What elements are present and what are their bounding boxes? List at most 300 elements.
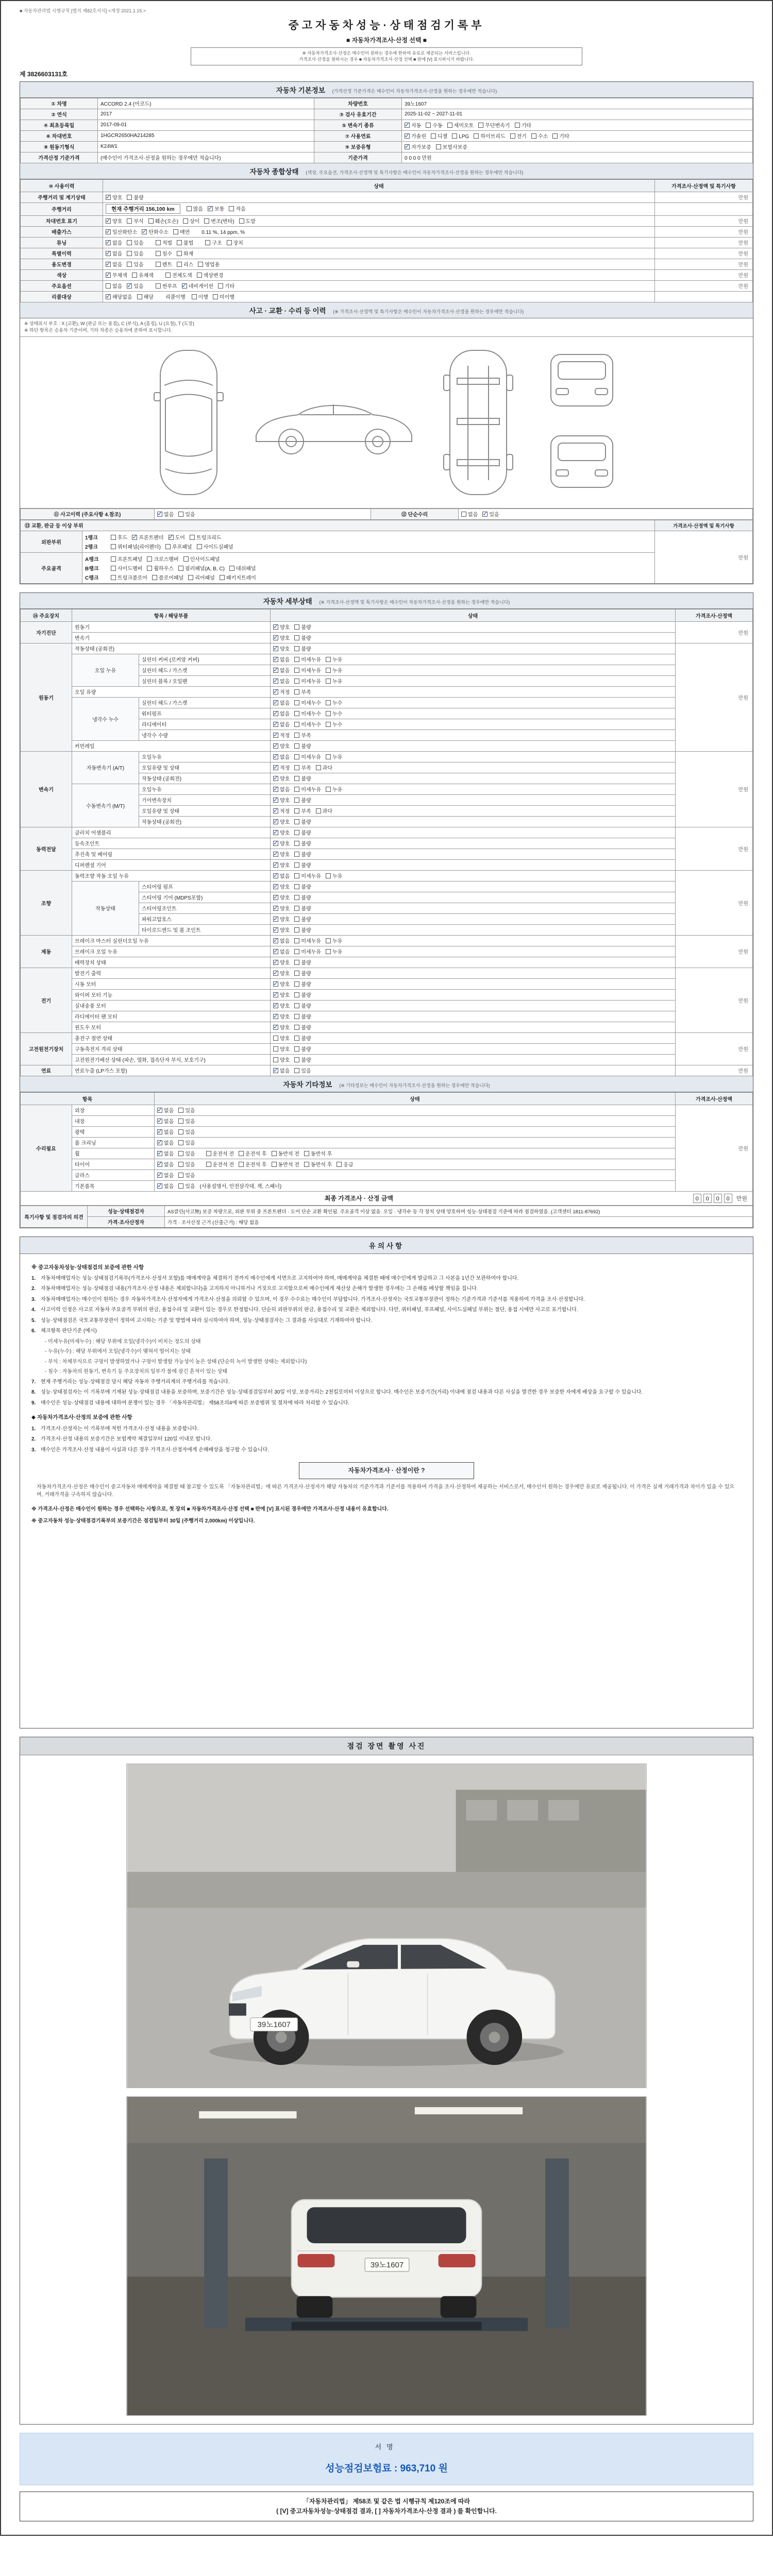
- checkbox[interactable]: [188, 575, 193, 580]
- checkbox[interactable]: [106, 240, 111, 245]
- checkbox[interactable]: [531, 133, 536, 139]
- checkbox-option[interactable]: [177, 249, 193, 257]
- checkbox-option[interactable]: [273, 785, 290, 793]
- checkbox-option[interactable]: [294, 785, 321, 793]
- checkbox[interactable]: [294, 743, 299, 749]
- checkbox[interactable]: [273, 798, 278, 803]
- checkbox[interactable]: [111, 544, 116, 549]
- checkbox[interactable]: [326, 754, 331, 759]
- checkbox[interactable]: [178, 1173, 183, 1178]
- checkbox[interactable]: [294, 700, 299, 705]
- checkbox-option[interactable]: [294, 645, 311, 652]
- checkbox-option[interactable]: [531, 132, 548, 140]
- checkbox-option[interactable]: [326, 720, 342, 728]
- checkbox[interactable]: [273, 960, 278, 965]
- checkbox[interactable]: [482, 512, 488, 517]
- checkbox-option[interactable]: [515, 121, 531, 129]
- checkbox[interactable]: [273, 743, 278, 749]
- checkbox[interactable]: [273, 646, 278, 651]
- checkbox[interactable]: [326, 938, 331, 943]
- checkbox[interactable]: [326, 711, 331, 716]
- checkbox-option[interactable]: [157, 1139, 174, 1146]
- checkbox-option[interactable]: [147, 555, 178, 563]
- checkbox-option[interactable]: [294, 731, 311, 739]
- checkbox-option[interactable]: [190, 533, 221, 541]
- checkbox-option[interactable]: [273, 904, 290, 912]
- checkbox[interactable]: [294, 1068, 299, 1073]
- checkbox[interactable]: [474, 133, 479, 139]
- checkbox[interactable]: [273, 895, 278, 900]
- checkbox[interactable]: [156, 251, 161, 256]
- checkbox-option[interactable]: [178, 1160, 195, 1168]
- checkbox[interactable]: [447, 123, 452, 128]
- checkbox[interactable]: [431, 133, 436, 139]
- checkbox-option[interactable]: [273, 839, 290, 847]
- checkbox[interactable]: [272, 1162, 277, 1167]
- checkbox-option[interactable]: [294, 893, 311, 901]
- checkbox-option[interactable]: [213, 293, 234, 300]
- checkbox-option[interactable]: [178, 1182, 195, 1190]
- checkbox[interactable]: [142, 229, 147, 234]
- checkbox-option[interactable]: [208, 205, 224, 212]
- checkbox[interactable]: [197, 544, 202, 549]
- checkbox[interactable]: [165, 544, 171, 549]
- checkbox-option[interactable]: [326, 872, 342, 879]
- checkbox[interactable]: [106, 283, 111, 289]
- checkbox-option[interactable]: [273, 742, 290, 750]
- checkbox[interactable]: [178, 1129, 183, 1134]
- checkbox-option[interactable]: [173, 228, 190, 235]
- checkbox[interactable]: [273, 765, 278, 770]
- checkbox[interactable]: [178, 1162, 183, 1167]
- checkbox[interactable]: [106, 195, 111, 200]
- checkbox[interactable]: [157, 1129, 162, 1134]
- checkbox-option[interactable]: [165, 271, 192, 279]
- checkbox[interactable]: [273, 927, 278, 933]
- checkbox-option[interactable]: [474, 132, 505, 140]
- checkbox-option[interactable]: [273, 991, 290, 998]
- checkbox-option[interactable]: [294, 666, 321, 674]
- checkbox[interactable]: [294, 938, 299, 943]
- checkbox-option[interactable]: [273, 1023, 290, 1031]
- checkbox[interactable]: [326, 949, 331, 954]
- checkbox-option[interactable]: [218, 282, 234, 290]
- checkbox[interactable]: [273, 949, 278, 954]
- checkbox[interactable]: [273, 852, 278, 857]
- checkbox[interactable]: [229, 566, 234, 571]
- checkbox-option[interactable]: [273, 731, 290, 739]
- checkbox-option[interactable]: [157, 1128, 174, 1136]
- checkbox-option[interactable]: [273, 969, 290, 977]
- checkbox-option[interactable]: [177, 260, 193, 268]
- checkbox[interactable]: [273, 917, 278, 922]
- checkbox-option[interactable]: [452, 133, 469, 140]
- checkbox[interactable]: [326, 657, 331, 662]
- checkbox[interactable]: [326, 700, 331, 705]
- checkbox-option[interactable]: [183, 217, 199, 225]
- checkbox-option[interactable]: [405, 132, 426, 140]
- checkbox[interactable]: [177, 240, 182, 245]
- checkbox-option[interactable]: [273, 850, 290, 858]
- checkbox[interactable]: [239, 1151, 244, 1156]
- checkbox-option[interactable]: [273, 677, 290, 685]
- checkbox[interactable]: [273, 1057, 278, 1062]
- checkbox-option[interactable]: [187, 205, 203, 212]
- checkbox-option[interactable]: [294, 818, 311, 825]
- checkbox[interactable]: [183, 218, 188, 224]
- checkbox[interactable]: [294, 754, 299, 759]
- checkbox[interactable]: [552, 133, 558, 139]
- checkbox-option[interactable]: [294, 904, 311, 912]
- checkbox-option[interactable]: [316, 764, 332, 771]
- checkbox[interactable]: [132, 535, 137, 540]
- checkbox-option[interactable]: [127, 282, 143, 290]
- checkbox-option[interactable]: [273, 688, 290, 696]
- checkbox-option[interactable]: [273, 861, 290, 869]
- checkbox-option[interactable]: [177, 239, 193, 246]
- checkbox[interactable]: [273, 1003, 278, 1008]
- checkbox[interactable]: [273, 830, 278, 835]
- checkbox-option[interactable]: [304, 1160, 332, 1168]
- checkbox[interactable]: [148, 218, 154, 224]
- checkbox-option[interactable]: [106, 228, 137, 235]
- checkbox-option[interactable]: [178, 510, 195, 518]
- checkbox[interactable]: [304, 1162, 309, 1167]
- checkbox-option[interactable]: [294, 850, 311, 858]
- checkbox[interactable]: [273, 1036, 278, 1041]
- checkbox[interactable]: [273, 722, 278, 727]
- checkbox[interactable]: [273, 689, 278, 694]
- checkbox-option[interactable]: [294, 915, 311, 923]
- checkbox[interactable]: [182, 283, 187, 289]
- checkbox-option[interactable]: [106, 293, 132, 300]
- checkbox[interactable]: [178, 1140, 183, 1145]
- checkbox[interactable]: [515, 123, 520, 128]
- checkbox-option[interactable]: [188, 573, 215, 581]
- checkbox[interactable]: [273, 657, 278, 662]
- checkbox[interactable]: [273, 1068, 278, 1073]
- checkbox-option[interactable]: [273, 1034, 290, 1042]
- checkbox-option[interactable]: [294, 991, 311, 998]
- checkbox[interactable]: [294, 960, 299, 965]
- checkbox[interactable]: [132, 273, 137, 278]
- checkbox[interactable]: [294, 1014, 299, 1019]
- checkbox-option[interactable]: [326, 937, 342, 944]
- checkbox-option[interactable]: [405, 143, 431, 150]
- checkbox-option[interactable]: [273, 1045, 290, 1053]
- checkbox[interactable]: [294, 884, 299, 889]
- checkbox-option[interactable]: [156, 249, 172, 257]
- checkbox[interactable]: [111, 575, 116, 580]
- checkbox[interactable]: [294, 906, 299, 911]
- checkbox-option[interactable]: [272, 1149, 299, 1157]
- checkbox-option[interactable]: [273, 893, 290, 901]
- checkbox[interactable]: [157, 1162, 162, 1167]
- checkbox-option[interactable]: [147, 564, 174, 572]
- checkbox[interactable]: [273, 873, 278, 878]
- checkbox[interactable]: [106, 218, 111, 224]
- checkbox[interactable]: [294, 689, 299, 694]
- checkbox[interactable]: [273, 624, 278, 630]
- checkbox[interactable]: [294, 679, 299, 684]
- checkbox-option[interactable]: [326, 666, 342, 674]
- checkbox-option[interactable]: [182, 282, 213, 290]
- checkbox[interactable]: [157, 1118, 162, 1124]
- checkbox[interactable]: [294, 927, 299, 933]
- checkbox[interactable]: [316, 765, 321, 770]
- checkbox[interactable]: [127, 251, 132, 256]
- checkbox[interactable]: [405, 133, 410, 139]
- checkbox-option[interactable]: [273, 1066, 290, 1074]
- checkbox[interactable]: [294, 776, 299, 781]
- checkbox[interactable]: [156, 283, 161, 289]
- checkbox-option[interactable]: [273, 828, 290, 836]
- checkbox[interactable]: [178, 1183, 183, 1189]
- checkbox-option[interactable]: [197, 271, 224, 279]
- checkbox[interactable]: [156, 240, 161, 245]
- checkbox-option[interactable]: [294, 807, 311, 815]
- checkbox-option[interactable]: [294, 764, 311, 771]
- checkbox-option[interactable]: [178, 1139, 195, 1146]
- checkbox-option[interactable]: [294, 1012, 311, 1020]
- checkbox-option[interactable]: [326, 709, 342, 717]
- checkbox-option[interactable]: [294, 872, 321, 879]
- checkbox[interactable]: [294, 819, 299, 824]
- checkbox-option[interactable]: [405, 121, 421, 129]
- checkbox[interactable]: [137, 294, 142, 299]
- checkbox[interactable]: [294, 787, 299, 792]
- checkbox-option[interactable]: [326, 677, 342, 685]
- checkbox-option[interactable]: [273, 807, 290, 815]
- checkbox-option[interactable]: [111, 555, 142, 563]
- checkbox-option[interactable]: [273, 926, 290, 934]
- checkbox[interactable]: [294, 635, 299, 640]
- checkbox-option[interactable]: [294, 623, 311, 631]
- checkbox-option[interactable]: [204, 217, 234, 225]
- checkbox[interactable]: [316, 808, 321, 814]
- checkbox-option[interactable]: [178, 1149, 195, 1157]
- checkbox[interactable]: [127, 195, 132, 200]
- checkbox-option[interactable]: [272, 1160, 299, 1168]
- checkbox-option[interactable]: [127, 239, 143, 246]
- checkbox[interactable]: [273, 754, 278, 759]
- checkbox[interactable]: [220, 575, 225, 580]
- checkbox[interactable]: [426, 123, 431, 128]
- checkbox[interactable]: [294, 668, 299, 673]
- checkbox-option[interactable]: [273, 623, 290, 631]
- checkbox-option[interactable]: [436, 143, 467, 150]
- checkbox-option[interactable]: [273, 634, 290, 641]
- checkbox[interactable]: [197, 273, 202, 278]
- checkbox-option[interactable]: [273, 764, 290, 771]
- checkbox-option[interactable]: [431, 132, 447, 140]
- checkbox-option[interactable]: [304, 1149, 332, 1157]
- checkbox-option[interactable]: [294, 1002, 311, 1009]
- checkbox[interactable]: [273, 862, 278, 868]
- checkbox[interactable]: [273, 992, 278, 997]
- checkbox-option[interactable]: [192, 293, 208, 300]
- checkbox[interactable]: [294, 1057, 299, 1062]
- checkbox-option[interactable]: [294, 839, 311, 847]
- checkbox[interactable]: [294, 830, 299, 835]
- checkbox[interactable]: [111, 535, 116, 540]
- checkbox[interactable]: [273, 733, 278, 738]
- checkbox[interactable]: [206, 1162, 211, 1167]
- checkbox[interactable]: [326, 679, 331, 684]
- checkbox[interactable]: [157, 512, 162, 517]
- checkbox-option[interactable]: [294, 937, 321, 944]
- checkbox-option[interactable]: [178, 1128, 195, 1136]
- checkbox-option[interactable]: [148, 217, 178, 225]
- checkbox-option[interactable]: [447, 121, 474, 129]
- checkbox[interactable]: [273, 787, 278, 792]
- checkbox-option[interactable]: [106, 217, 122, 225]
- checkbox[interactable]: [187, 206, 192, 211]
- checkbox-option[interactable]: [294, 1056, 311, 1063]
- checkbox[interactable]: [106, 262, 111, 267]
- checkbox-option[interactable]: [326, 753, 342, 760]
- checkbox[interactable]: [127, 262, 132, 267]
- checkbox-option[interactable]: [205, 239, 222, 246]
- checkbox[interactable]: [273, 711, 278, 716]
- checkbox-option[interactable]: [510, 132, 527, 140]
- checkbox[interactable]: [272, 1151, 277, 1156]
- checkbox-option[interactable]: [111, 564, 142, 572]
- checkbox[interactable]: [190, 535, 195, 540]
- checkbox-option[interactable]: [294, 980, 311, 988]
- checkbox-option[interactable]: [106, 239, 122, 246]
- checkbox[interactable]: [273, 635, 278, 640]
- checkbox-option[interactable]: [157, 1117, 174, 1125]
- checkbox[interactable]: [436, 144, 441, 149]
- checkbox[interactable]: [218, 283, 223, 289]
- checkbox-option[interactable]: [106, 249, 122, 257]
- checkbox[interactable]: [510, 133, 515, 139]
- checkbox-option[interactable]: [426, 121, 442, 129]
- checkbox[interactable]: [206, 1151, 211, 1156]
- checkbox[interactable]: [156, 262, 161, 267]
- checkbox-option[interactable]: [106, 271, 127, 279]
- checkbox[interactable]: [273, 938, 278, 943]
- checkbox-option[interactable]: [294, 883, 311, 890]
- checkbox[interactable]: [152, 575, 157, 580]
- checkbox[interactable]: [294, 981, 299, 987]
- checkbox[interactable]: [294, 733, 299, 738]
- checkbox[interactable]: [273, 884, 278, 889]
- checkbox[interactable]: [294, 992, 299, 997]
- checkbox-option[interactable]: [273, 915, 290, 923]
- checkbox[interactable]: [294, 949, 299, 954]
- checkbox[interactable]: [229, 206, 234, 211]
- checkbox[interactable]: [177, 262, 182, 267]
- checkbox-option[interactable]: [294, 947, 321, 955]
- checkbox-option[interactable]: [206, 1149, 234, 1157]
- checkbox-option[interactable]: [157, 1160, 174, 1168]
- checkbox[interactable]: [294, 1046, 299, 1052]
- checkbox[interactable]: [106, 273, 111, 278]
- checkbox[interactable]: [157, 1183, 162, 1189]
- checkbox-option[interactable]: [132, 533, 163, 541]
- checkbox-option[interactable]: [326, 947, 342, 955]
- checkbox[interactable]: [127, 283, 132, 289]
- checkbox-option[interactable]: [294, 796, 311, 804]
- checkbox-option[interactable]: [106, 282, 122, 290]
- checkbox[interactable]: [294, 657, 299, 662]
- checkbox-option[interactable]: [294, 1034, 311, 1042]
- checkbox[interactable]: [273, 971, 278, 976]
- checkbox-option[interactable]: [273, 1012, 290, 1020]
- checkbox-option[interactable]: [273, 818, 290, 825]
- checkbox-option[interactable]: [294, 699, 321, 706]
- checkbox[interactable]: [294, 917, 299, 922]
- checkbox[interactable]: [294, 798, 299, 803]
- checkbox-option[interactable]: [220, 573, 256, 581]
- checkbox-option[interactable]: [127, 193, 143, 201]
- checkbox-option[interactable]: [337, 1160, 353, 1168]
- checkbox[interactable]: [127, 218, 132, 224]
- checkbox[interactable]: [294, 624, 299, 630]
- checkbox[interactable]: [169, 535, 174, 540]
- checkbox[interactable]: [478, 123, 483, 128]
- checkbox[interactable]: [178, 566, 183, 571]
- checkbox-option[interactable]: [169, 533, 185, 541]
- checkbox-option[interactable]: [178, 564, 225, 572]
- checkbox[interactable]: [183, 556, 189, 562]
- checkbox[interactable]: [157, 1108, 162, 1113]
- checkbox-option[interactable]: [273, 980, 290, 988]
- checkbox-option[interactable]: [294, 1045, 311, 1053]
- checkbox[interactable]: [294, 808, 299, 814]
- checkbox-option[interactable]: [142, 228, 169, 235]
- checkbox[interactable]: [294, 971, 299, 976]
- checkbox[interactable]: [273, 679, 278, 684]
- checkbox-option[interactable]: [273, 883, 290, 890]
- checkbox[interactable]: [405, 123, 410, 128]
- checkbox[interactable]: [165, 273, 171, 278]
- checkbox[interactable]: [294, 1025, 299, 1030]
- checkbox[interactable]: [106, 251, 111, 256]
- checkbox-option[interactable]: [157, 510, 174, 518]
- checkbox-option[interactable]: [165, 543, 192, 550]
- checkbox-option[interactable]: [198, 260, 220, 268]
- checkbox[interactable]: [147, 566, 152, 571]
- checkbox[interactable]: [294, 646, 299, 651]
- checkbox-option[interactable]: [127, 249, 143, 257]
- checkbox[interactable]: [273, 906, 278, 911]
- checkbox-option[interactable]: [294, 969, 311, 977]
- checkbox-option[interactable]: [239, 217, 256, 225]
- checkbox-option[interactable]: [273, 645, 290, 652]
- checkbox[interactable]: [294, 722, 299, 727]
- checkbox[interactable]: [111, 556, 116, 562]
- checkbox-option[interactable]: [111, 543, 161, 550]
- checkbox[interactable]: [452, 133, 457, 139]
- checkbox[interactable]: [178, 1118, 183, 1124]
- checkbox-option[interactable]: [227, 239, 243, 246]
- checkbox[interactable]: [294, 1036, 299, 1041]
- checkbox-option[interactable]: [127, 260, 143, 268]
- checkbox-option[interactable]: [294, 774, 311, 782]
- checkbox-option[interactable]: [294, 1066, 311, 1074]
- checkbox-option[interactable]: [482, 510, 499, 518]
- checkbox[interactable]: [192, 294, 197, 299]
- checkbox-option[interactable]: [156, 282, 177, 290]
- checkbox-option[interactable]: [326, 655, 342, 663]
- checkbox-option[interactable]: [478, 121, 510, 129]
- checkbox-option[interactable]: [206, 1160, 234, 1168]
- checkbox[interactable]: [294, 765, 299, 770]
- checkbox-option[interactable]: [326, 785, 342, 793]
